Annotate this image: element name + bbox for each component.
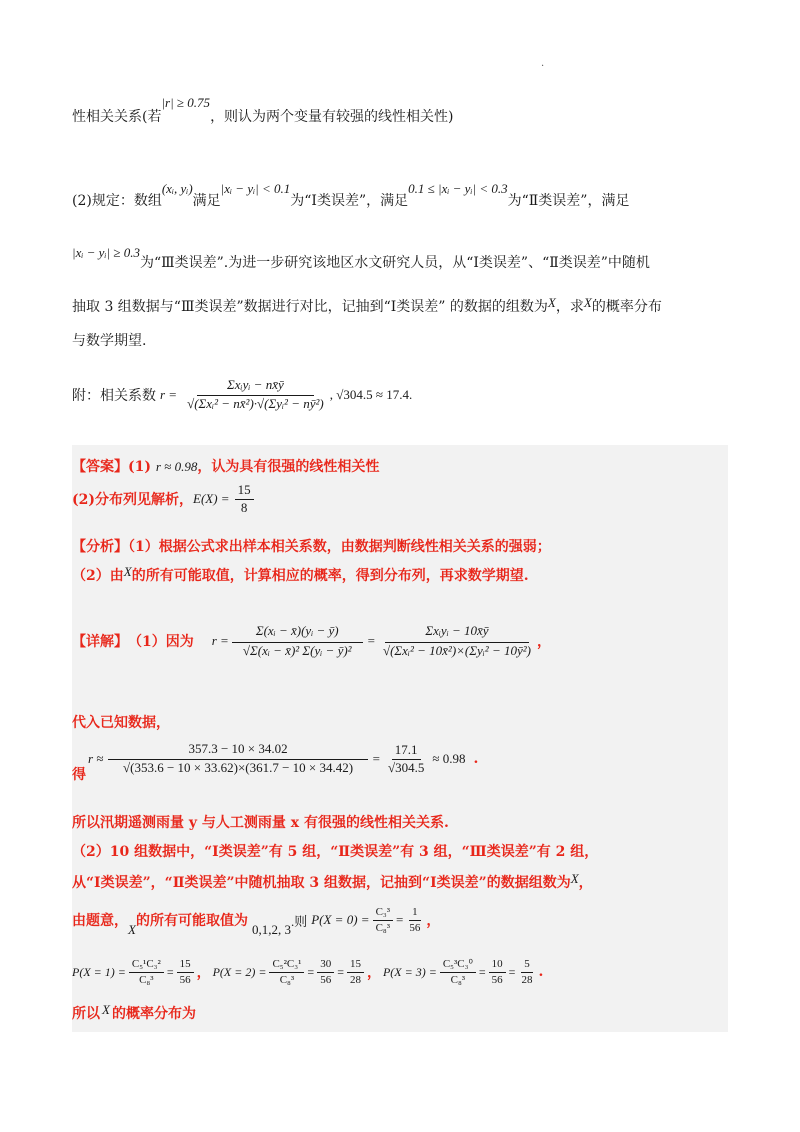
p3-num: C₅³C₃⁰ — [440, 958, 476, 973]
q2-cond-1: |xᵢ − yᵢ| < 0.1 — [220, 181, 291, 196]
detail-p2-line-3 — [72, 898, 440, 942]
question-intro-line — [72, 95, 454, 126]
p2-num: C₅²C₃¹ — [269, 958, 304, 973]
detail-substitute: 代入已知数据， — [72, 715, 170, 731]
p1-den-2: 56 — [179, 973, 191, 986]
p3-fraction-3 — [518, 958, 535, 986]
answer-expectation: E(X) = — [193, 491, 230, 507]
p2-fraction-2 — [317, 958, 334, 986]
q2-text-3c: 的概率分布 — [591, 299, 662, 315]
p0-end: ， — [426, 913, 441, 929]
q2-line-1 — [72, 181, 630, 210]
p2-num-3: 15 — [347, 958, 364, 973]
answer-part1: (1) — [128, 459, 151, 475]
p2-fraction-3 — [347, 958, 364, 986]
appendix-numerator: Σxᵢyᵢ − nx̄ȳ — [197, 378, 314, 396]
p3-period: . — [538, 964, 544, 980]
final-line — [72, 1003, 196, 1023]
detail-p2-text-3a: 由题意， — [72, 913, 128, 929]
analysis-text-1: （1）根据公式求出样本相关系数，由数据判断线性相关关系的强弱； — [128, 539, 551, 555]
p1-fraction — [129, 958, 164, 986]
detail-de: 得 — [72, 767, 86, 783]
detail-calc-fraction — [108, 742, 367, 776]
detail-p2-text-2b: ， — [578, 875, 593, 891]
appendix-fraction — [184, 378, 327, 412]
detail-calc-den-2: √304.5 — [387, 759, 425, 775]
analysis-text-2a: （2）由 — [72, 568, 124, 584]
q2-cond-2: 0.1 ≤ |xᵢ − yᵢ| < 0.3 — [408, 181, 508, 196]
final-text-a: 所以 — [72, 1006, 100, 1022]
answer-text-1: ，认为具有很强的线性相关性 — [197, 459, 380, 475]
detail-fraction-2 — [380, 624, 534, 659]
detail-text-1: （1）因为 — [128, 634, 194, 650]
answer-line-2 — [72, 483, 257, 516]
q2-text-b: 满足 — [192, 193, 221, 209]
detail-calc-equals: = — [372, 751, 380, 766]
p1-fraction-2 — [177, 958, 194, 986]
final-x: X — [102, 1002, 110, 1017]
p2-sep: ， — [366, 965, 381, 981]
q2-x-1: X — [547, 295, 556, 310]
answer-r-value: r ≈ 0.98 — [155, 459, 198, 474]
p3-eq: = — [478, 964, 486, 979]
detail-fraction-1 — [232, 624, 363, 659]
detail-calc-line — [72, 734, 478, 784]
q2-text-a: (2)规定：数组 — [72, 193, 162, 209]
p1-num: C₅¹C₃² — [129, 958, 164, 973]
appendix-r: r = — [160, 387, 178, 402]
detail-formula-line — [72, 596, 551, 686]
p0-fraction — [373, 906, 393, 934]
p3-den: C₈³ — [450, 973, 466, 986]
detail-p2-text-2a: 从“Ⅰ类误差”，“Ⅱ类误差”中随机抽取 3 组数据，记抽到“Ⅰ类误差”的数据组数为 — [72, 875, 571, 891]
detail-p2-values: 0,1,2, 3 — [251, 922, 291, 937]
p3-den-2: 56 — [491, 973, 503, 986]
analysis-x: X — [123, 564, 132, 579]
detail-calc-num: 357.3 − 10 × 34.02 — [108, 742, 367, 760]
appendix-label: 附：相关系数 — [72, 388, 156, 404]
p2-lhs: P(X = 2) = — [212, 964, 267, 979]
p2-den: C₈³ — [279, 973, 295, 986]
detail-num-2: Σxᵢyᵢ − 10x̄ȳ — [385, 624, 528, 643]
detail-den-1: √Σ(xᵢ − x̄)² Σ(yᵢ − ȳ)² — [242, 642, 352, 658]
p2-den-2: 56 — [320, 973, 332, 986]
q2-text-c: 为“Ⅰ类误差”，满足 — [290, 193, 409, 209]
p2-den-3: 28 — [349, 973, 361, 986]
p0-fraction-2 — [406, 906, 423, 934]
p0-num: C₃³ — [373, 906, 393, 921]
p2-eq-2: = — [337, 964, 344, 979]
q2-text-2: 为“Ⅲ类误差”.为进一步研究该地区水文研究人员，从“Ⅰ类误差”、“Ⅱ类误差”中随机 — [139, 255, 650, 271]
corner-mark: . — [541, 58, 545, 69]
detail-calc-num-2: 17.1 — [392, 743, 421, 760]
appendix-end: . — [409, 387, 413, 402]
appendix-line — [72, 360, 412, 430]
p2-num-2: 30 — [317, 958, 334, 973]
p0-num-2: 1 — [409, 906, 421, 921]
detail-calc-den: √(353.6 − 10 × 33.62)×(361.7 − 10 × 34.42) — [122, 760, 354, 775]
intro-prefix: 性相关关系(若 — [72, 109, 162, 125]
p2-fraction — [269, 958, 304, 986]
p3-num-2: 10 — [489, 958, 506, 973]
probability-line — [72, 952, 543, 992]
detail-calc-r: r ≈ — [88, 751, 104, 766]
q2-cond-3: |xᵢ − yᵢ| ≥ 0.3 — [72, 245, 140, 260]
p1-lhs: P(X = 1) = — [72, 964, 126, 979]
detail-equals: = — [367, 633, 375, 648]
detail-p2-x: X — [570, 871, 579, 886]
p0-den: C₈³ — [375, 921, 391, 934]
answer-expectation-fraction — [235, 483, 254, 516]
detail-calc-fraction-2 — [385, 743, 427, 776]
detail-p2-then: .则 — [290, 913, 308, 929]
p1-den: C₈³ — [139, 973, 154, 986]
analysis-line-1 — [72, 536, 551, 556]
answer-exp-num: 15 — [235, 483, 254, 500]
p2-eq: = — [307, 964, 315, 979]
p3-fraction-2 — [489, 958, 506, 986]
p3-num-3: 5 — [521, 958, 533, 973]
detail-p2-line-2 — [72, 872, 593, 892]
analysis-text-2b: 的所有可能取值，计算相应的概率，得到分布列，再求数学期望. — [131, 568, 529, 584]
q2-line-4: 与数学期望. — [72, 333, 147, 349]
detail-den-2: √(Σxᵢ² − 10x̄²)×(Σyᵢ² − 10ȳ²) — [382, 642, 531, 658]
detail-p2-x-2: X — [128, 922, 136, 937]
p0-eq: = — [396, 912, 404, 927]
appendix-sqrt-value: , √304.5 ≈ 17.4 — [329, 387, 409, 402]
detail-calc-result: ≈ 0.98 — [432, 751, 466, 766]
p3-fraction — [440, 958, 476, 986]
answer-tag: 【答案】 — [72, 459, 128, 475]
detail-num-1: Σ(xᵢ − x̄)(yᵢ − ȳ) — [232, 624, 363, 643]
answer-exp-den: 8 — [240, 499, 248, 515]
q2-text-3b: ，求 — [555, 299, 584, 315]
detail-tag: 【详解】 — [72, 634, 128, 650]
detail-p2-line-1: （2）10 组数据中，“Ⅰ类误差”有 5 组，“Ⅱ类误差”有 3 组，“Ⅲ类误差”有 2 组， — [72, 844, 599, 860]
q2-pair: (xᵢ, yᵢ) — [161, 181, 193, 196]
detail-calc-period: . — [473, 751, 479, 767]
p1-eq: = — [166, 964, 174, 979]
p1-num-2: 15 — [177, 958, 194, 973]
answer-line-1 — [72, 456, 379, 476]
q2-line-2 — [72, 245, 650, 272]
intro-suffix: ，则认为两个变量有较强的线性相关性) — [210, 109, 454, 125]
detail-p2-text-3b: 的所有可能取值为 — [135, 913, 248, 929]
q2-x-2: X — [583, 295, 592, 310]
detail-comma: ， — [536, 634, 551, 650]
detail-conclusion: 所以汛期遥测雨量 y 与人工测雨量 x 有很强的线性相关关系. — [72, 815, 449, 831]
analysis-tag: 【分析】 — [72, 539, 128, 555]
q2-text-3a: 抽取 3 组数据与“Ⅲ类误差”数据进行对比，记抽到“Ⅰ类误差” 的数据的组数为 — [72, 299, 548, 315]
q2-text-d: 为“Ⅱ类误差”，满足 — [507, 193, 630, 209]
p0-den-2: 56 — [409, 921, 421, 934]
appendix-denominator: √(Σxᵢ² − nx̄²)·√(Σyᵢ² − nȳ²) — [187, 396, 324, 411]
p3-lhs: P(X = 3) = — [382, 964, 437, 979]
p1-sep: ， — [196, 965, 211, 981]
analysis-line-2 — [72, 565, 529, 585]
detail-r: r = — [211, 633, 229, 648]
intro-condition: |r| ≥ 0.75 — [161, 95, 211, 110]
p0-lhs: P(X = 0) = — [311, 912, 370, 927]
q2-line-3 — [72, 296, 662, 316]
p3-den-3: 28 — [521, 973, 533, 986]
answer-part2: (2)分布列见解析， — [72, 492, 193, 509]
final-text-b: 的概率分布为 — [111, 1006, 196, 1022]
p3-eq-2: = — [508, 964, 516, 979]
